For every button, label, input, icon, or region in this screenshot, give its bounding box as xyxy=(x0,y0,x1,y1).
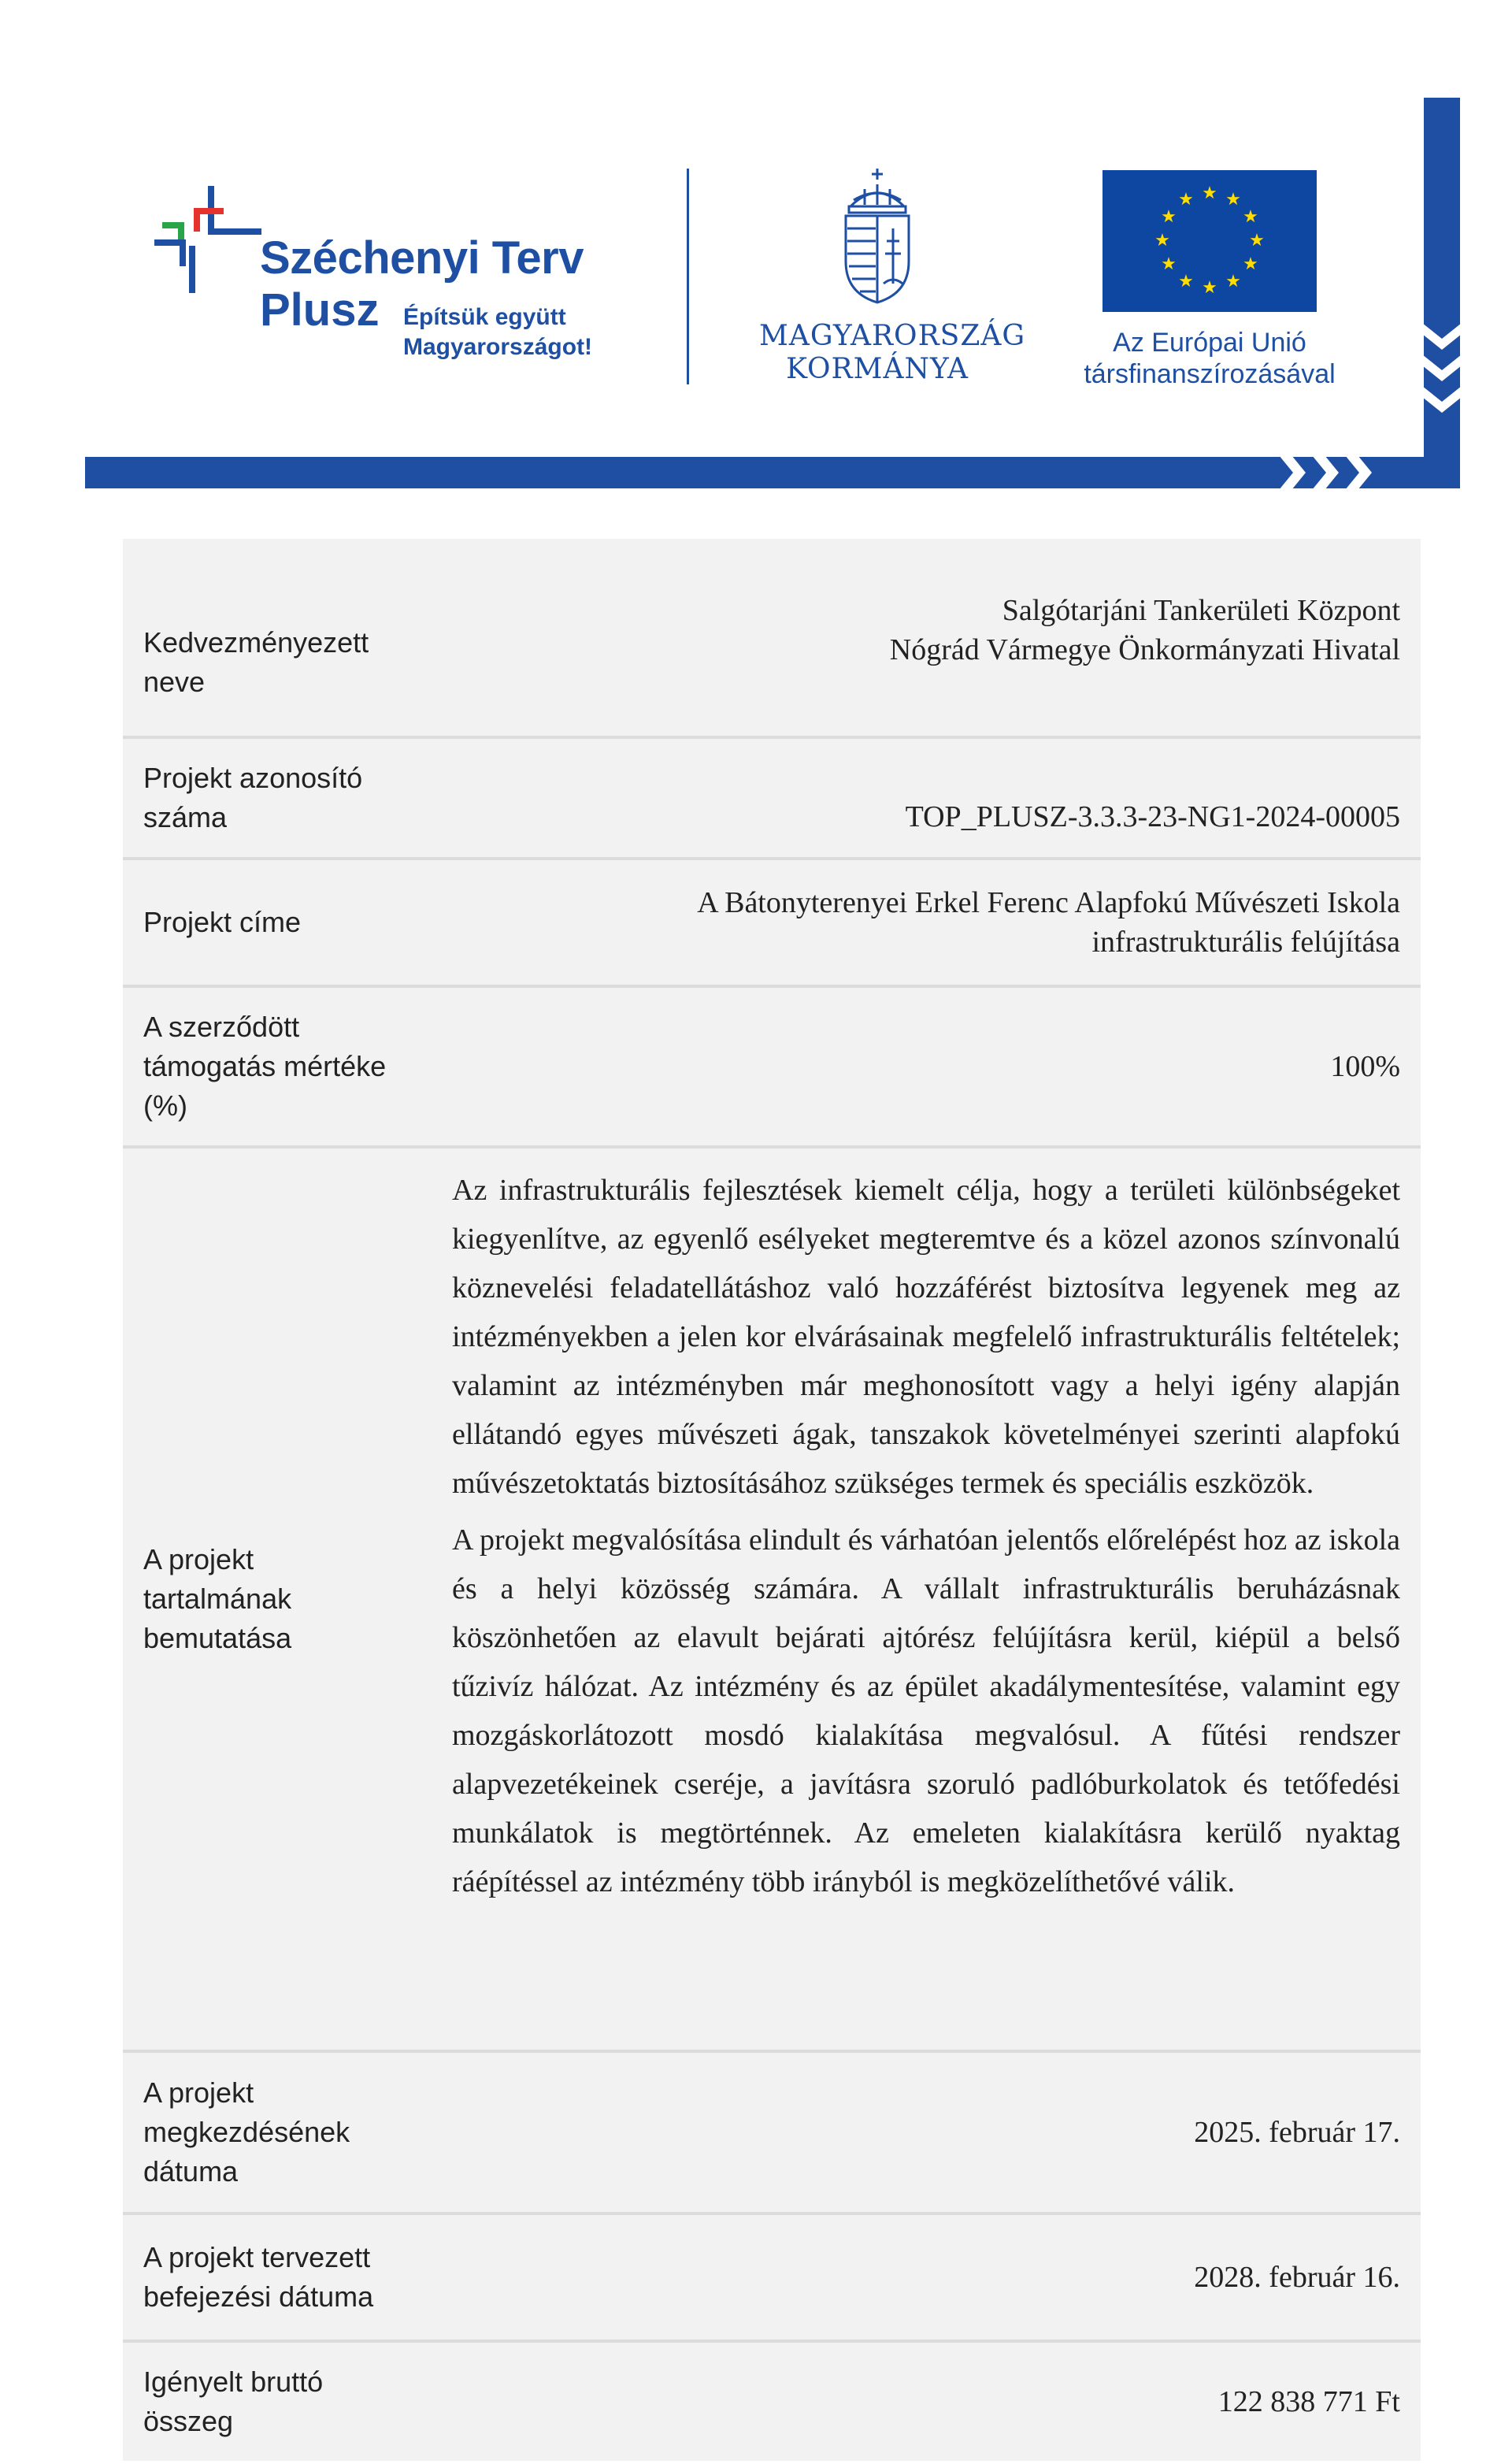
start-date-label: A projekt megkezdésének dátuma xyxy=(143,2076,350,2188)
row-amount xyxy=(123,2343,1421,2461)
svg-text:★: ★ xyxy=(1161,254,1177,274)
start-date-value-text: 2025. február 17. xyxy=(1194,2116,1400,2149)
row-beneficiary xyxy=(123,539,1421,739)
szechenyi-plusz: Plusz xyxy=(260,284,380,336)
description-label: A projekt tartalmának bemutatása xyxy=(143,1543,292,1654)
svg-text:★: ★ xyxy=(1225,272,1241,291)
beneficiary-value xyxy=(421,542,1421,736)
header-blue-bar-horizontal xyxy=(85,457,1460,488)
header-divider xyxy=(687,169,689,384)
row-end-date xyxy=(123,2215,1421,2343)
szechenyi-cross-icon xyxy=(154,184,265,295)
description-paragraph-2: A projekt megvalósítása elindult és várhatóan jelentős előrelépést hoz az iskola és a helyi közösség számára. A vállalt infrastrukturális beruházásnak köszönhetően az elavult bejárati ajtórész felújításra kerül, kiépül a belső tűzivíz hálózat. Az intézmény és az épület akadálymentesítése, valamint egy mozgáskorlátozott mosdó kialakítása megvalósul. A fűtési rendszer alapvezetékeinek cseréje, a javításra szoruló padlóburkolatok és tetőfedési munkálatok is megtörténnek. Az emeleten kialakításra kerülő nyaktag ráépítéssel az intézmény több irányból is megközelíthetővé válik. xyxy=(452,1523,1400,1898)
row-project-title xyxy=(123,860,1421,988)
row-support-rate xyxy=(123,988,1421,1149)
svg-text:★: ★ xyxy=(1225,190,1241,210)
description-paragraph-1: Az infrastrukturális fejlesztések kiemelt célja, hogy a területi különbségeket kiegyenlítve, az egyenlő esélyeket megteremtve és a közel azonos színvonalú köznevelési feladatellátáshoz való hozzáférést biztosítva legyenek meg az intézményekben a jelen kor elvárásainak megfelelő infrastrukturális feltételek; valamint az intézményben már meghonosított vagy a helyi igény alapján ellátandó egyes művészeti ágak, tanszakok követelményei szerinti alapfokú művészetoktatás biztosításához szükséges termek és speciális eszközök. xyxy=(452,1174,1400,1500)
start-date-value xyxy=(421,2053,1421,2212)
header xyxy=(0,0,1512,504)
amount-label: Igényelt bruttó összeg xyxy=(143,2366,324,2437)
end-date-label: A projekt tervezett befejezési dátuma xyxy=(143,2241,374,2313)
row-description xyxy=(123,1149,1421,2053)
government-text-line2: KORMÁNYA xyxy=(786,353,969,385)
end-date-value-text: 2028. február 16. xyxy=(1194,2261,1400,2294)
support-rate-value xyxy=(421,988,1421,1145)
eu-stars-icon xyxy=(1102,170,1317,312)
svg-text:★: ★ xyxy=(1249,231,1265,250)
end-date-value xyxy=(421,2215,1421,2340)
eu-text-line1: Az Európai Unió xyxy=(1113,328,1306,358)
support-rate-value-text: 100% xyxy=(1330,1050,1400,1083)
amount-value xyxy=(421,2343,1421,2461)
project-title-value-text: A Bátonyterenyei Erkel Ferenc Alapfokú Művészeti Iskola infrastrukturális felújítása xyxy=(697,886,1400,959)
support-rate-label: A szerződött támogatás mértéke (%) xyxy=(143,1011,387,1122)
chevron-down-decoration-icon xyxy=(1422,323,1462,425)
szechenyi-slogan-line2: Magyarországot! xyxy=(403,334,593,360)
svg-text:★: ★ xyxy=(1178,190,1194,210)
eu-text-line2: társfinanszírozásával xyxy=(1084,359,1336,389)
chevron-right-decoration-icon xyxy=(1263,455,1405,490)
svg-text:★: ★ xyxy=(1243,207,1258,227)
header-blue-bar-vertical xyxy=(1424,98,1460,488)
project-title-value xyxy=(421,860,1421,985)
government-text-line1: MAGYARORSZÁG xyxy=(759,320,1026,352)
svg-text:★: ★ xyxy=(1202,278,1217,298)
row-project-id xyxy=(123,739,1421,860)
szechenyi-terv-plusz-logo xyxy=(154,184,611,381)
project-id-label: Projekt azonosító száma xyxy=(143,762,363,833)
svg-text:★: ★ xyxy=(1178,272,1194,291)
szechenyi-title: Széchenyi Terv xyxy=(260,232,584,284)
project-title-label: Projekt címe xyxy=(143,906,302,938)
svg-text:★: ★ xyxy=(1161,207,1177,227)
project-id-value-text: TOP_PLUSZ-3.3.3-23-NG1-2024-00005 xyxy=(905,800,1400,833)
row-start-date xyxy=(123,2053,1421,2215)
hungarian-coat-of-arms-icon xyxy=(836,165,918,307)
project-id-value xyxy=(421,739,1421,857)
svg-text:★: ★ xyxy=(1154,231,1170,250)
beneficiary-value-text: Salgótarjáni Tankerületi Központ Nógrád Vármegye Önkormányzati Hivatal xyxy=(889,594,1400,666)
project-info-table xyxy=(123,539,1421,2461)
description-value xyxy=(421,1149,1421,2050)
eu-flag-icon xyxy=(1102,170,1317,312)
beneficiary-label: Kedvezményezett neve xyxy=(143,626,369,698)
svg-text:★: ★ xyxy=(1243,254,1258,274)
svg-text:★: ★ xyxy=(1202,184,1217,203)
szechenyi-slogan-line1: Építsük együtt xyxy=(403,304,566,330)
amount-value-text: 122 838 771 Ft xyxy=(1217,2385,1400,2418)
